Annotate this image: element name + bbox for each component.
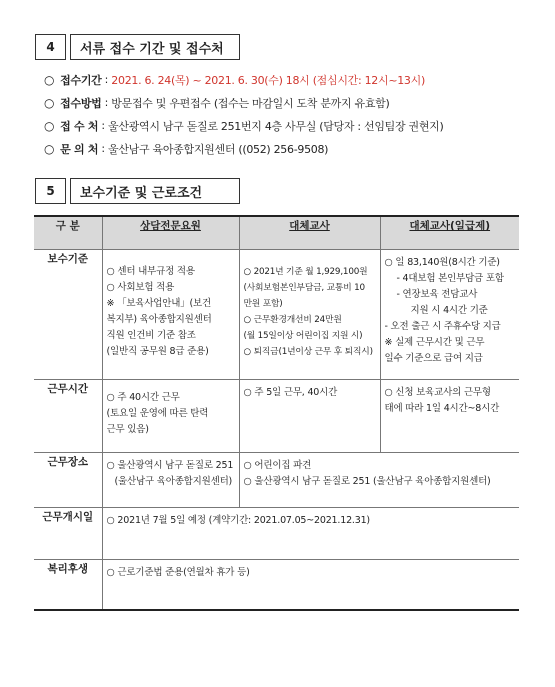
section-title: 보수기준 및 근로조건 — [70, 178, 240, 204]
section-number: 5 — [35, 178, 66, 204]
header-substitute-teacher: 대체교사 — [239, 216, 380, 250]
header-daily-substitute: 대체교사(일급제) — [380, 216, 519, 250]
pay-daily-cell: ○ 일 83,140원(8시간 기준) - 4대보험 본인부담금 포함 - 연장보육 전담교사 지원 시 4시간 기준 - 오전 출근 시 주휴수당 지급 ※ 실제 근무시간 및 근무 일수 기준으로 급여 지급 — [380, 250, 519, 380]
row-label-hours: 근무시간 — [34, 380, 102, 453]
table-row-start — [34, 508, 519, 560]
place-substitute-cell: ○ 어린이집 파견 ○ 울산광역시 남구 돋질로 251 (울산남구 육아종합지원센터) — [239, 453, 519, 508]
start-date-cell: ○ 2021년 7월 5일 예정 (계약기간: 2021.07.05~2021.12.31) — [102, 508, 519, 560]
table-row-hours — [34, 380, 519, 453]
info-line-place: ○ 접 수 처 : 울산광역시 남구 돋질로 251번지 4층 사무실 (담당자 : 선임팀장 권현지) — [44, 118, 444, 133]
application-info-list — [44, 68, 443, 160]
circle-bullet-icon: ○ — [44, 118, 55, 133]
section-title: 서류 접수 기간 및 접수처 — [70, 34, 240, 60]
hours-daily-cell: ○ 신청 보육교사의 근무형 태에 따라 1일 4시간~8시간 — [380, 380, 519, 453]
table-row-pay — [34, 250, 519, 380]
section-4-header — [35, 34, 240, 60]
row-label-pay: 보수기준 — [34, 250, 102, 380]
header-category: 구 분 — [34, 216, 102, 250]
header-counselor: 상담전문요원 — [102, 216, 239, 250]
table-row-welfare — [34, 560, 519, 610]
table-row-place — [34, 453, 519, 508]
circle-bullet-icon: ○ — [44, 141, 55, 156]
application-period-value: 2021. 6. 24(목) ~ 2021. 6. 30(수) 18시 (점심시간: 12시~13시) — [111, 73, 425, 87]
row-label-welfare: 복리후생 — [34, 560, 102, 610]
table-header-row — [34, 216, 519, 250]
info-line-contact: ○ 문 의 처 : 울산남구 육아종합지원센터 ((052) 256-9508) — [44, 141, 329, 156]
row-label-place: 근무장소 — [34, 453, 102, 508]
info-line-method: ○ 접수방법 : 방문접수 및 우편접수 (접수는 마감일시 도착 분까지 유효함) — [44, 95, 390, 110]
hours-counselor-cell: ○ 주 40시간 근무 (토요일 운영에 따른 탄력 근무 있음) — [102, 380, 239, 453]
hours-substitute-cell: ○ 주 5일 근무, 40시간 — [239, 380, 380, 453]
place-counselor-cell: ○ 울산광역시 남구 돋질로 251 (울산남구 육아종합지원센터) — [102, 453, 239, 508]
pay-substitute-cell: ○ 2021년 기준 월 1,929,100원 (사회보험본인부담금, 교통비 10 만원 포함) ○ 근무환경개선비 24만원 (월 15일이상 어린이집 지원 시) ○ 퇴직금(1년이상 근무 후 퇴직시) — [239, 250, 380, 380]
row-label-start: 근무개시일 — [34, 508, 102, 560]
circle-bullet-icon: ○ — [44, 95, 55, 110]
welfare-cell: ○ 근로기준법 준용(연월차 휴가 등) — [102, 560, 519, 610]
work-conditions-table — [34, 215, 519, 611]
circle-bullet-icon: ○ — [44, 72, 55, 87]
section-number: 4 — [35, 34, 66, 60]
pay-counselor-cell: ○ 센터 내부규정 적용 ○ 사회보험 적용 ※ 「보육사업안내」(보건 복지부) 육아종합지원센터 직원 인건비 기준 참조 (일반직 공무원 8급 준용) — [102, 250, 239, 380]
section-5-header — [35, 178, 240, 204]
info-line-period: ○ 접수기간 : 2021. 6. 24(목) ~ 2021. 6. 30(수) 18시 (점심시간: 12시~13시) — [44, 72, 425, 87]
